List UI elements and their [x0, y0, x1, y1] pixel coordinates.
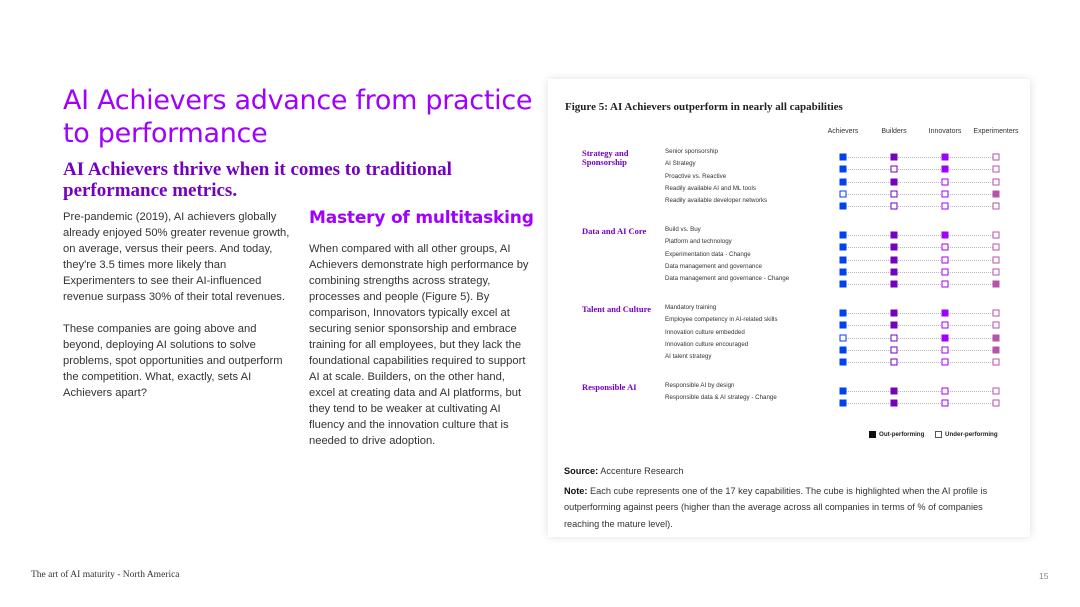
footer-title: The art of AI maturity - North America	[31, 570, 180, 580]
cube-underperforming	[891, 334, 898, 341]
cube-underperforming	[993, 232, 1000, 239]
cube-outperforming	[942, 310, 949, 317]
cube-outperforming	[840, 388, 847, 395]
capability-label: AI talent strategy	[665, 353, 712, 361]
legend-under	[935, 431, 998, 438]
cube-outperforming	[942, 154, 949, 161]
legend-out	[869, 431, 924, 438]
cube-underperforming	[942, 244, 949, 251]
empty-square-icon	[935, 431, 942, 438]
paragraph: When compared with all other groups, AI Achievers demonstrate high performance by combining strengths across strategy, processes and people (Figure 5). By comparison, Innovators typically excel at securing senior sponsorship and embrace training for all employees, but they lack the foundational capabilities required to support AI at scale. Builders, on the other hand, excel at creating data and AI platforms, but they tend to be weaker at cultivating AI fluency and the innovation culture that is needed to drive adoption.	[309, 243, 529, 447]
cube-underperforming	[993, 322, 1000, 329]
row-divider	[842, 403, 997, 404]
row-divider	[842, 391, 997, 392]
row-divider	[842, 169, 997, 170]
capability-label: Experimentation data - Change	[665, 250, 751, 258]
row-divider	[842, 272, 997, 273]
capability-label: Employee competency in AI-related skills	[665, 316, 778, 324]
figure-title: Figure 5: AI Achievers outperform in nearly all capabilities	[565, 101, 843, 113]
cube-outperforming	[891, 400, 898, 407]
capability-label: Responsible data & AI strategy - Change	[665, 394, 777, 402]
source-notes	[564, 463, 1016, 532]
capability-label: AI Strategy	[665, 160, 696, 168]
cube-outperforming	[993, 190, 1000, 197]
capability-label: Platform and technology	[665, 238, 732, 246]
cube-underperforming	[942, 178, 949, 185]
cube-outperforming	[993, 281, 1000, 288]
cube-outperforming	[840, 281, 847, 288]
cube-underperforming	[993, 388, 1000, 395]
capability-label: Senior sponsorship	[665, 148, 718, 155]
row-divider	[842, 206, 997, 207]
cube-outperforming	[840, 359, 847, 366]
cube-outperforming	[891, 244, 898, 251]
cube-underperforming	[993, 310, 1000, 317]
capability-group-label: Data and AI Core	[582, 226, 647, 236]
capability-label: Build vs. Buy	[665, 226, 701, 233]
cube-underperforming	[891, 166, 898, 173]
capability-label: Data management and governance	[665, 262, 763, 270]
capability-label: Readily available AI and ML tools	[665, 184, 756, 192]
cube-outperforming	[891, 178, 898, 185]
cube-underperforming	[942, 322, 949, 329]
cube-underperforming	[840, 334, 847, 341]
filled-square-icon	[869, 431, 876, 438]
capability-label: Data management and governance - Change	[665, 275, 790, 283]
paragraph: Pre-pandemic (2019), AI achievers globally already enjoyed 50% greater revenue growth, on average, versus their peers. And today, they're 3.5 times more likely than Experimenters to see their AI-influenced revenue surpass 30% of their total revenues.	[63, 211, 290, 303]
cube-outperforming	[840, 400, 847, 407]
cube-underperforming	[993, 256, 1000, 263]
capability-matrix	[548, 79, 1030, 459]
cube-outperforming	[891, 310, 898, 317]
section-heading: Mastery of multitasking	[309, 208, 534, 228]
cube-underperforming	[891, 346, 898, 353]
note-text: Each cube represents one of the 17 key capabilities. The cube is highlighted when the AI profile is outperforming against peers (higher than the average across all companies in terms of % of companies reaching the mature level).	[564, 485, 988, 529]
cube-underperforming	[993, 244, 1000, 251]
cube-outperforming	[993, 346, 1000, 353]
cube-outperforming	[840, 244, 847, 251]
cube-outperforming	[840, 346, 847, 353]
column-header: Achievers	[827, 128, 859, 135]
row-divider	[842, 338, 997, 339]
row-divider	[842, 350, 997, 351]
cube-underperforming	[993, 268, 1000, 275]
row-divider	[842, 182, 997, 183]
page-number: 15	[1039, 571, 1049, 581]
cube-underperforming	[840, 190, 847, 197]
row-divider	[842, 284, 997, 285]
row-divider	[842, 157, 997, 158]
cube-outperforming	[840, 322, 847, 329]
row-divider	[842, 362, 997, 363]
row-divider	[842, 325, 997, 326]
cube-outperforming	[942, 232, 949, 239]
cube-outperforming	[993, 334, 1000, 341]
cube-outperforming	[840, 166, 847, 173]
row-divider	[842, 260, 997, 261]
cube-outperforming	[840, 256, 847, 263]
cube-underperforming	[942, 190, 949, 197]
cube-outperforming	[891, 322, 898, 329]
cube-outperforming	[891, 256, 898, 263]
cube-underperforming	[942, 203, 949, 210]
cube-underperforming	[942, 400, 949, 407]
capability-label: Readily available developer networks	[665, 197, 768, 205]
middle-column	[309, 241, 529, 449]
cube-underperforming	[993, 166, 1000, 173]
row-divider	[842, 313, 997, 314]
cube-underperforming	[891, 190, 898, 197]
cube-underperforming	[993, 203, 1000, 210]
cube-outperforming	[840, 310, 847, 317]
cube-underperforming	[891, 359, 898, 366]
row-divider	[842, 235, 997, 236]
cube-underperforming	[993, 359, 1000, 366]
cube-underperforming	[942, 268, 949, 275]
capability-label: Responsible AI by design	[665, 382, 735, 389]
cube-outperforming	[942, 334, 949, 341]
cube-outperforming	[840, 178, 847, 185]
legend-label: Under-performing	[945, 431, 998, 438]
capability-label: Innovation culture embedded	[665, 328, 745, 336]
column-header: Innovators	[928, 128, 962, 135]
cube-outperforming	[891, 281, 898, 288]
cube-outperforming	[891, 268, 898, 275]
cube-outperforming	[891, 154, 898, 161]
cube-underperforming	[942, 346, 949, 353]
cube-underperforming	[942, 281, 949, 288]
legend-label: Out-performing	[879, 431, 925, 438]
row-divider	[842, 194, 997, 195]
cube-underperforming	[942, 359, 949, 366]
cube-underperforming	[942, 256, 949, 263]
page-title: AI Achievers advance from practice to performance	[63, 85, 533, 149]
capability-group-label: Strategy and Sponsorship	[582, 148, 629, 167]
cube-outperforming	[840, 268, 847, 275]
column-header: Experimenters	[973, 128, 1019, 135]
cube-outperforming	[891, 388, 898, 395]
capability-group-label: Responsible AI	[582, 382, 637, 392]
page-subtitle: AI Achievers thrive when it comes to traditional performance metrics.	[63, 159, 452, 201]
capability-label: Proactive vs. Reactive	[665, 172, 727, 180]
column-header: Builders	[881, 128, 907, 135]
row-divider	[842, 247, 997, 248]
capability-label: Innovation culture encouraged	[665, 340, 749, 348]
cube-underperforming	[993, 154, 1000, 161]
paragraph: These companies are going above and beyond, deploying AI solutions to solve problems, spot opportunities and outperform the competition. What, exactly, sets AI Achievers apart?	[63, 323, 283, 399]
cube-underperforming	[891, 203, 898, 210]
capability-group-label: Talent and Culture	[582, 304, 651, 314]
figure-panel	[548, 79, 1030, 537]
cube-outperforming	[891, 232, 898, 239]
cube-outperforming	[840, 203, 847, 210]
note-label: Note:	[564, 485, 588, 496]
cube-underperforming	[993, 178, 1000, 185]
cube-underperforming	[942, 388, 949, 395]
source-label: Source:	[564, 466, 599, 476]
cube-underperforming	[993, 400, 1000, 407]
cube-outperforming	[840, 154, 847, 161]
source-text: Accenture Research	[600, 466, 684, 476]
capability-label: Mandatory training	[665, 304, 717, 311]
cube-outperforming	[840, 232, 847, 239]
left-column	[63, 209, 293, 401]
cube-outperforming	[942, 166, 949, 173]
